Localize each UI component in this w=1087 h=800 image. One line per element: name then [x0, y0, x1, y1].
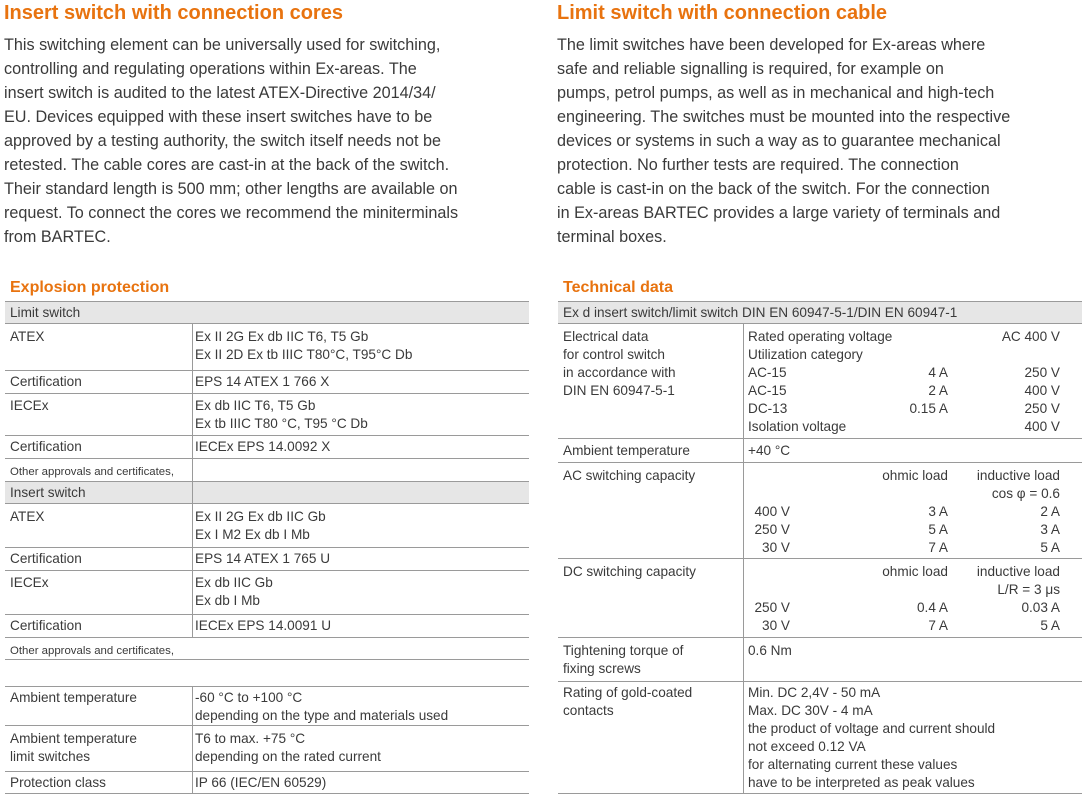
left-intro-line: approved by a testing authority, the switch itself needs not be [4, 132, 442, 150]
value-line [868, 328, 948, 346]
right-intro-line: engineering. The switches must be mounted into the respective [557, 108, 1011, 126]
electrical-col3 [970, 328, 1060, 436]
row-value: +40 °C [748, 443, 791, 458]
value-line: Ex II 2D Ex tb IIIC T80°C, T95°C Db [195, 347, 413, 362]
value-line: 0.03 A [1021, 600, 1060, 615]
is-other-row [5, 638, 529, 660]
left-intro-line: EU. Devices equipped with these insert switches have to be [4, 108, 433, 126]
row-value: EPS 14 ATEX 1 765 U [195, 551, 331, 566]
left-intro-line: request. To connect the cores we recommend the miniterminals [4, 204, 459, 222]
column-divider [192, 324, 193, 638]
tech-ambient-row [558, 439, 1082, 463]
is-atex-row [5, 504, 529, 548]
explosion-table [5, 301, 529, 797]
column-divider [192, 686, 193, 794]
value-line: 0.15 A [909, 401, 948, 416]
value-line: T6 to max. +75 °C [195, 731, 306, 746]
ls-cert-row [5, 371, 529, 394]
ac-ohmic [888, 503, 948, 557]
value-line: 30 V [762, 618, 790, 633]
value-line: 7 A [928, 540, 948, 555]
gold-contacts-row [558, 682, 1082, 794]
value-line: 5 A [1040, 618, 1060, 633]
label-line: contacts [563, 703, 614, 718]
value-line: AC-15 [748, 383, 787, 398]
row-label [563, 684, 692, 720]
ls-atex-row [5, 324, 529, 371]
left-intro-line: Their standard length is 500 mm; other lengths are available on [4, 180, 458, 198]
torque-row [558, 638, 1082, 682]
row-label: ATEX [10, 329, 45, 344]
row-values [195, 574, 273, 610]
left-heading: Insert switch with connection cores [4, 2, 343, 24]
label-line: Tightening torque of [563, 643, 684, 658]
row-values [195, 508, 326, 544]
row-label: ATEX [10, 509, 45, 524]
value-line: 400 V [1024, 419, 1060, 434]
is-iecex-row [5, 571, 529, 615]
dc-inductive [1000, 599, 1060, 635]
value-line: 250 V [754, 522, 790, 537]
row-label: Ambient temperature [10, 690, 137, 705]
right-intro-line: safe and reliable signalling is required, for example on [557, 60, 944, 78]
electrical-col2 [868, 328, 948, 436]
insert-switch-band [5, 481, 529, 504]
value-line: 400 V [1024, 383, 1060, 398]
ohmic-load-header: ohmic load [882, 564, 948, 579]
value-line: 250 V [1024, 401, 1060, 416]
row-label: AC switching capacity [563, 468, 696, 483]
technical-band [558, 301, 1082, 324]
left-intro [4, 33, 458, 249]
header-line: cos φ = 0.6 [991, 486, 1060, 501]
row-value: IECEx EPS 14.0092 X [195, 439, 331, 454]
value-line: 30 V [762, 540, 790, 555]
left-intro-line: controlling and regulating operations within Ex-areas. The [4, 60, 417, 78]
row-values [195, 397, 368, 433]
limit-switch-band [5, 301, 529, 324]
label-line: fixing screws [563, 661, 641, 676]
row-label: Certification [10, 439, 82, 454]
row-label: Certification [10, 374, 82, 389]
explosion-heading: Explosion protection [10, 279, 170, 296]
label-line: for control switch [563, 347, 665, 362]
value-line: 3 A [1040, 522, 1060, 537]
right-intro [557, 33, 1010, 249]
value-line: have to be interpreted as peak values [748, 775, 975, 790]
ls-other-row [5, 459, 529, 481]
dc-capacity-row [558, 559, 1082, 638]
is-cert2-row [5, 615, 529, 638]
value-line: 250 V [754, 600, 790, 615]
header-line: inductive load [976, 564, 1060, 579]
right-heading: Limit switch with connection cable [557, 2, 888, 24]
row-label: IECEx [10, 575, 49, 590]
right-intro-line: in Ex-areas BARTEC provides a large variety of terminals and [557, 204, 1001, 222]
value-line: 5 A [1040, 540, 1060, 555]
value-line: 3 A [928, 504, 948, 519]
row-value: IECEx EPS 14.0091 U [195, 618, 332, 633]
band-label: Ex d insert switch/limit switch DIN EN 60947-5-1/DIN EN 60947-1 [563, 305, 958, 320]
ac-inductive [1000, 503, 1060, 557]
dc-ohmic [888, 599, 948, 635]
right-intro-line: pumps, petrol pumps, as well as in mechanical and high-tech [557, 84, 995, 102]
value-line [970, 346, 1060, 364]
inductive-load-header [977, 563, 1060, 599]
ac-capacity-row [558, 463, 1082, 559]
row-value: 0.6 Nm [748, 643, 792, 658]
value-line: Min. DC 2,4V - 50 mA [748, 685, 881, 700]
left-intro-line: insert switch is audited to the latest ATEX-Directive 2014/34/ [4, 84, 436, 102]
right-intro-line: terminal boxes. [557, 228, 667, 246]
label-line: Electrical data [563, 329, 649, 344]
header-line: L/R = 3 μs [997, 582, 1060, 597]
header-line: inductive load [976, 468, 1060, 483]
row-label: Certification [10, 551, 82, 566]
value-line: Isolation voltage [748, 419, 847, 434]
label-line: in accordance with [563, 365, 676, 380]
value-line: the product of voltage and current should [748, 721, 996, 736]
value-line: 2 A [928, 383, 948, 398]
value-line: 400 V [754, 504, 790, 519]
right-intro-line: cable is cast-in on the back of the switch. For the connection [557, 180, 990, 198]
value-line: Ex db IIC Gb [195, 575, 273, 590]
value-line: Ex db IIC T6, T5 Gb [195, 398, 316, 413]
value-line: 4 A [928, 365, 948, 380]
label-line: DIN EN 60947-5-1 [563, 383, 675, 398]
row-value: EPS 14 ATEX 1 766 X [195, 374, 330, 389]
row-values [195, 689, 448, 725]
ac-voltages [748, 503, 790, 557]
row-label: Certification [10, 618, 82, 633]
protection-row [5, 772, 529, 794]
value-line: 7 A [928, 618, 948, 633]
value-line: not exceed 0.12 VA [748, 739, 866, 754]
is-cert-row [5, 548, 529, 571]
value-line: Rated operating voltage [748, 329, 893, 344]
value-line: DC-13 [748, 401, 788, 416]
row-label: Protection class [10, 775, 106, 790]
ls-iecex-row [5, 394, 529, 436]
label-line: limit switches [10, 749, 91, 764]
row-label: IECEx [10, 398, 49, 413]
technical-heading: Technical data [563, 279, 673, 296]
other-approvals: Other approvals and certificates, [10, 645, 174, 657]
value-line [868, 346, 948, 364]
value-line: Max. DC 30V - 4 mA [748, 703, 873, 718]
dc-voltages [748, 599, 790, 635]
value-line: 250 V [1024, 365, 1060, 380]
value-line: AC-15 [748, 365, 787, 380]
value-line: 2 A [1040, 504, 1060, 519]
right-intro-line: protection. No further tests are required. The connection [557, 156, 959, 174]
value-line: Ex db I Mb [195, 593, 260, 608]
row-label [563, 642, 683, 678]
row-values [748, 684, 995, 792]
left-intro-line: from BARTEC. [4, 228, 111, 246]
ambient-ls-row [5, 726, 529, 772]
band-label: Insert switch [10, 485, 86, 500]
right-intro-line: devices or systems in such a way as to guarantee mechanical [557, 132, 1001, 150]
value-line: Ex tb IIIC T80 °C, T95 °C Db [195, 416, 368, 431]
value-line: -60 °C to +100 °C [195, 690, 303, 705]
value-line: 5 A [928, 522, 948, 537]
row-value: IP 66 (IEC/EN 60529) [195, 775, 327, 790]
electrical-row [558, 324, 1082, 439]
label-line: Rating of gold-coated [563, 685, 693, 700]
column-divider [743, 324, 744, 794]
label-line: Ambient temperature [10, 731, 137, 746]
left-intro-line: This switching element can be universally used for switching, [4, 36, 441, 54]
value-line: depending on the type and materials used [195, 708, 449, 723]
other-approvals: Other approvals and certificates, [10, 466, 174, 478]
inductive-load-header [977, 467, 1060, 503]
value-line: Ex II 2G Ex db IIC Gb [195, 509, 326, 524]
ambient-row [5, 686, 529, 726]
value-line: Utilization category [748, 347, 863, 362]
value-line: Ex II 2G Ex db IIC T6, T5 Gb [195, 329, 369, 344]
row-label: Ambient temperature [563, 443, 690, 458]
value-line: for alternating current these values [748, 757, 958, 772]
value-line: AC 400 V [1001, 329, 1060, 344]
value-line [868, 418, 948, 436]
value-line: 0.4 A [917, 600, 948, 615]
row-label [10, 730, 137, 766]
ohmic-load-header: ohmic load [882, 468, 948, 483]
row-label: DC switching capacity [563, 564, 696, 579]
band-label: Limit switch [10, 305, 81, 320]
value-line: depending on the rated current [195, 749, 381, 764]
row-label [563, 328, 676, 400]
value-line: Ex I M2 Ex db I Mb [195, 527, 310, 542]
row-values [195, 730, 381, 766]
row-values [195, 328, 412, 364]
left-intro-line: retested. The cable cores are cast-in at the back of the switch. [4, 156, 450, 174]
ls-cert2-row [5, 436, 529, 459]
right-intro-line: The limit switches have been developed for Ex-areas where [557, 36, 986, 54]
technical-table [558, 301, 1082, 797]
